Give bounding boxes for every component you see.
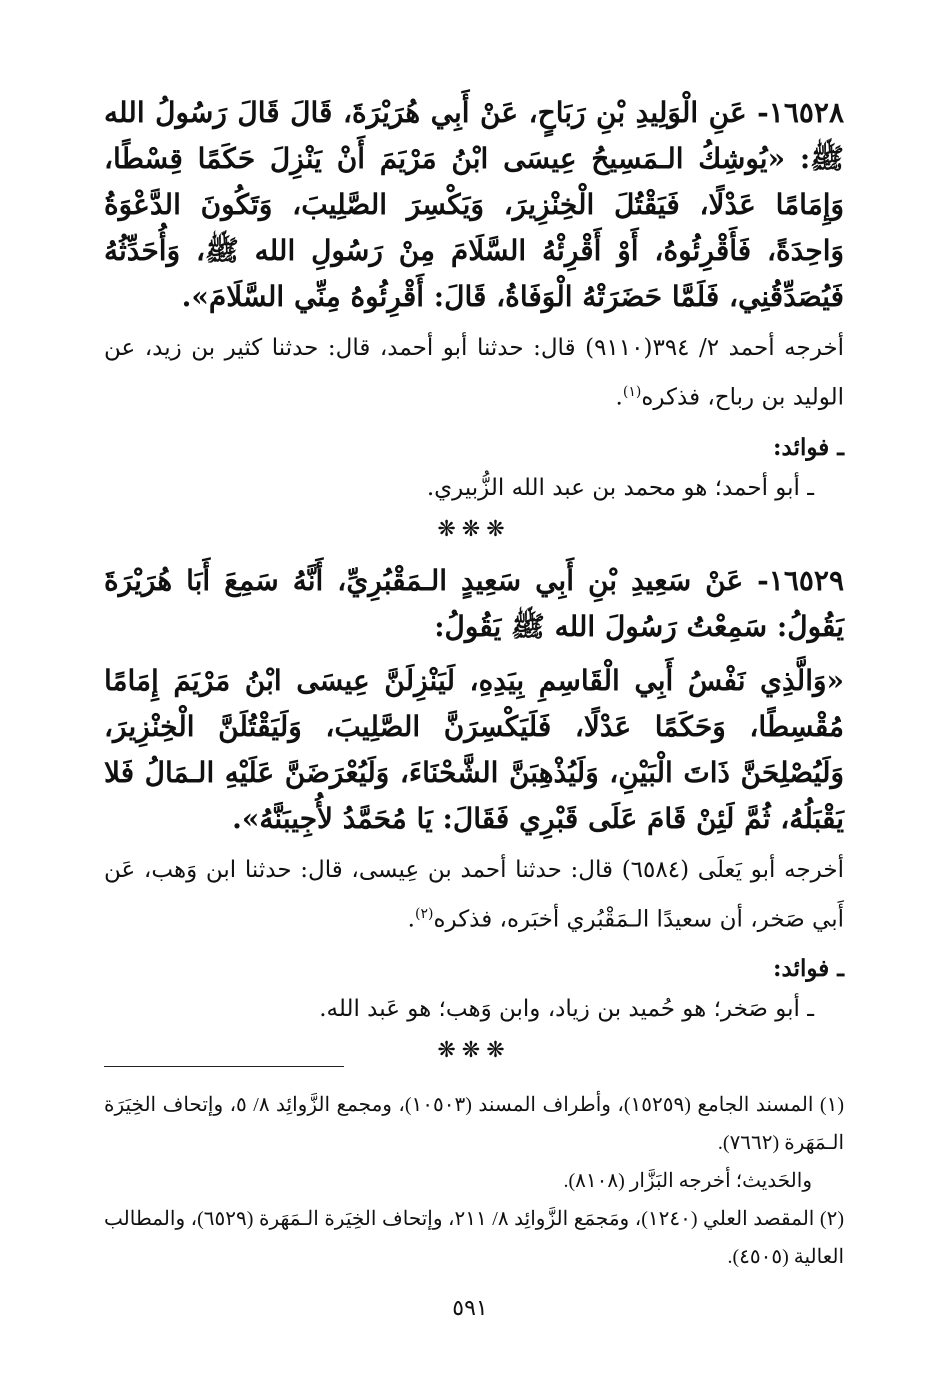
takhrij-text: أخرجه أبو يَعلَى (٦٥٨٤) قال: حدثنا أحمد بن عِيسى، قال: حدثنا ابن وَهب، عَن أَبي صَخر، أن سعيدًا الـمَقْبُري أخبَره، فذكره [104, 856, 844, 933]
fawaid-item: ـ أبو أحمد؛ هو محمد بن عبد الله الزُّبيري. [426, 474, 814, 501]
fawaid-heading: ـ فوائد: [773, 955, 844, 983]
section-separator: ❋❋❋ [437, 1038, 511, 1064]
takhrij-text: أخرجه أحمد ٢/ ٣٩٤(٩١١٠) قال: حدثنا أبو أحمد، قال: حدثنا كثير بن زيد، عن الوليد بن رباح، فذكره [104, 335, 845, 411]
section-separator: ❋❋❋ [437, 516, 511, 542]
footnote-2: (٢) المقصد العلي (١٢٤٠)، ومَجمَع الزَّوائِد ٨/ ٢١١، وإتحاف الخِيَرة الـمَهَرة (٦٥٢٩)، والمطالب العالية (٤٥٠٥). [104, 1208, 844, 1268]
page-number: ٥٩١ [452, 1296, 488, 1321]
footnote-ref[interactable]: (١) [622, 384, 642, 400]
hadith-16529-text: ١٦٥٢٩- عَنْ سَعِيدِ بْنِ أَبِي سَعِيدٍ الـمَقْبُرِيِّ، أَنَّهُ سَمِعَ أَبَا هُرَيْرَةَ يَقُولُ: سَمِعْتُ رَسُولَ الله ﷺ يَقُولُ: [104, 563, 844, 643]
fawaid-item: ـ أبو صَخر؛ هو حُميد بن زياد، وابن وَهب؛ هو عَبد الله. [319, 996, 814, 1023]
footnote-1-note: والحَديث؛ أخرجه البَزَّار (٨١٠٨). [563, 1170, 812, 1192]
hadith-16529-takhrij: أخرجه أبو يَعلَى (٦٥٨٤) قال: حدثنا أحمد بن عِيسى، قال: حدثنا ابن وَهب، عَن أَبي صَخر، أن سعيدًا الـمَقْبُري أخبَره، فذكره$^{(٢)}$. [104, 856, 844, 933]
footnote-1: (١) المسند الجامع (١٥٢٥٩)، وأطراف المسند (١٠٥٠٣)، ومجمع الزَّوائِد ٨/ ٥، وإتحاف الخِيَرَة الـمَهَرة (٧٦٦٢). [104, 1094, 844, 1154]
fawaid-heading: ـ فوائد: [773, 433, 844, 461]
footnotes [104, 1086, 844, 1276]
hadith-16528-takhrij: أخرجه أحمد ٢/ ٣٩٤(٩١١٠) قال: حدثنا أبو أحمد، قال: حدثنا كثير بن زيد، عن الوليد بن رباح، فذكره$^{(١)}$. [104, 335, 845, 411]
hadith-16528-text: ١٦٥٢٨- عَنِ الْوَلِيدِ بْنِ رَبَاحٍ، عَنْ أَبِي هُرَيْرَةَ، قَالَ قَالَ رَسُولُ الله ﷺ: «يُوشِكُ الـمَسِيحُ عِيسَى ابْنُ مَرْيَمَ أَنْ يَنْزِلَ حَكَمًا قِسْطًا، وَإِمَامًا عَدْلًا، فَيَقْتُلَ الْخِنْزِيرَ، وَيَكْسِرَ الصَّلِيبَ، وَتَكُونَ الدَّعْوَةُ وَاحِدَةً، فَأَقْرِئُوهُ، أَوْ أَقْرِئْهُ السَّلَامَ مِنْ رَسُولِ الله ﷺ، وَأُحَدِّثُهُ فَيُصَدِّقُنِي، فَلَمَّا حَضَرَتْهُ الْوَفَاةُ، قَالَ: أَقْرِئُوهُ مِنِّي السَّلَامَ». [104, 96, 844, 313]
footnote-divider [104, 1066, 344, 1067]
hadith-16529-matn: «وَالَّذِي نَفْسُ أَبِي الْقَاسِمِ بِيَدِهِ، لَيَنْزِلَنَّ عِيسَى ابْنُ مَرْيَمَ إِمَامًا مُقْسِطًا، وَحَكَمًا عَدْلًا، فَلَيَكْسِرَنَّ الصَّلِيبَ، وَلَيَقْتُلَنَّ الْخِنْزِيرَ، وَلَيُصْلِحَنَّ ذَاتَ الْبَيْنِ، وَلَيُذْهِبَنَّ الشَّحْنَاءَ، وَلَيُعْرَضَنَّ عَلَيْهِ الـمَالُ فَلا يَقْبَلُهُ، ثُمَّ لَئِنْ قَامَ عَلَى قَبْرِي فَقَالَ: يَا مُحَمَّدُ لأُجِيبَنَّهُ». [104, 663, 844, 835]
footnote-ref[interactable]: (٢) [414, 905, 434, 922]
